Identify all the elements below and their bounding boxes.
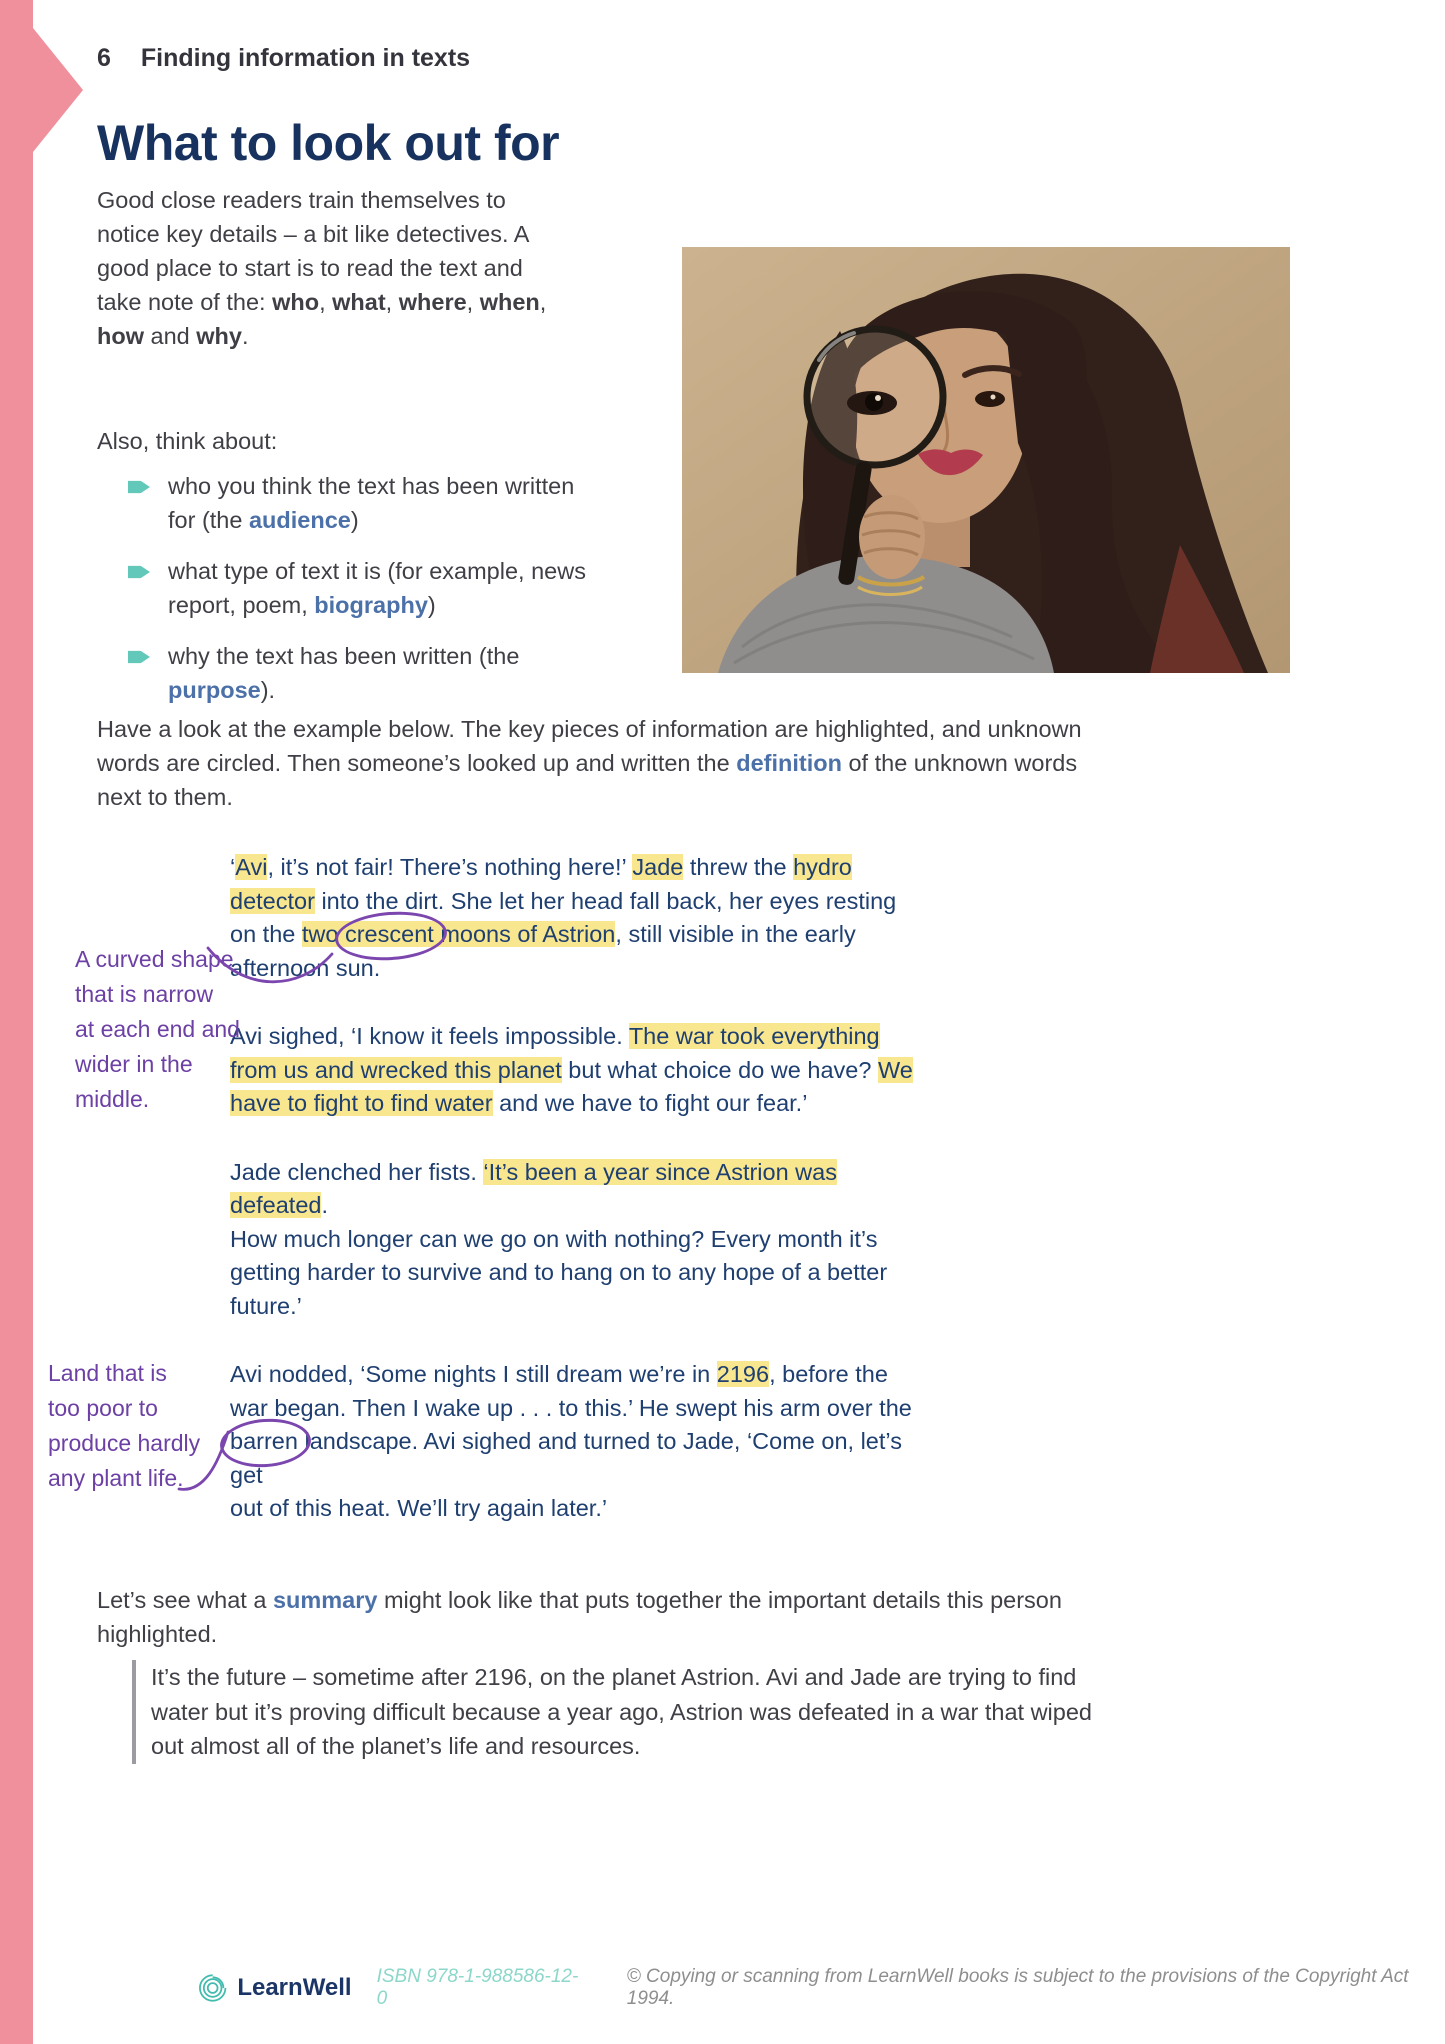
- summary-intro-paragraph: [97, 1583, 1367, 1651]
- text-segment: getting harder to survive and to hang on to any hope of a better: [230, 1259, 888, 1285]
- text-segment: what type of text it is (for example, news: [168, 558, 586, 584]
- text-segment: how: [97, 323, 144, 349]
- text-segment: take note of the:: [97, 289, 273, 315]
- bullet-list: [128, 469, 598, 724]
- text-segment: Land that is: [48, 1360, 167, 1386]
- story-paragraph: [230, 1020, 930, 1121]
- chapter-title: Finding information in texts: [140, 44, 471, 72]
- text-segment: ‘: [230, 854, 236, 880]
- highlighted-text: have to fight to find water: [230, 1090, 493, 1116]
- page-title: What to look out for: [97, 115, 560, 171]
- text-segment: Avi nodded, ‘Some nights I still dream we’re in: [230, 1361, 717, 1387]
- arrow-bullet-icon: [128, 565, 150, 579]
- margin-note-barren: [48, 1356, 228, 1496]
- page-edge-ribbon: [0, 0, 33, 2044]
- example-intro-paragraph: [97, 712, 1367, 814]
- text-segment: on the: [230, 921, 302, 947]
- photo-woman-magnifying-glass: [682, 247, 1290, 673]
- text-segment: How much longer can we go on with nothing? Every month it’s: [230, 1225, 878, 1252]
- intro-paragraph: [97, 183, 657, 353]
- text-segment: war began. Then I wake up . . . to this.’ He swept his arm over the: [230, 1394, 912, 1421]
- text-segment: notice key details – a bit like detectives. A: [97, 221, 530, 247]
- text-segment: Let’s see what a: [97, 1587, 273, 1613]
- story-paragraph: [230, 1358, 930, 1526]
- list-item: [128, 469, 598, 537]
- text-segment: too poor to: [48, 1395, 158, 1421]
- text-segment: why: [196, 323, 242, 349]
- text-segment: ).: [260, 677, 276, 703]
- text-segment: ): [427, 592, 436, 618]
- ribbon-arrow-icon: [33, 28, 83, 152]
- text-segment: at each end and: [75, 1016, 240, 1042]
- text-segment: for (the: [168, 507, 249, 533]
- text-segment: ,: [319, 289, 333, 315]
- page-footer: [196, 1966, 1445, 2010]
- text-segment: who you think the text has been written: [168, 473, 575, 499]
- text-segment: threw the: [683, 854, 794, 880]
- text-segment: and we have to fight our fear.’: [492, 1090, 808, 1116]
- text-segment: might look like that puts together the important details this person: [377, 1587, 1062, 1613]
- text-segment: of the unknown words: [841, 750, 1078, 776]
- text-segment: summary: [272, 1587, 378, 1613]
- highlighted-text: moons of Astrion: [433, 921, 616, 947]
- text-segment: landscape. Avi sighed and turned to Jade, ‘Come on, let’s get: [230, 1428, 902, 1488]
- text-segment: .: [242, 323, 249, 349]
- highlighted-text: Avi: [235, 854, 268, 880]
- text-segment: ,: [466, 289, 480, 315]
- text-segment: why the text has been written (the: [168, 643, 520, 669]
- text-segment: who: [272, 289, 320, 315]
- text-segment: water but it’s proving difficult because a year ago, Astrion was defeated in a war that wiped: [151, 1698, 1092, 1725]
- highlighted-text: detector: [230, 887, 315, 914]
- text-segment: It’s the future – sometime after 2196, on the planet Astrion. Avi and Jade are trying to find: [151, 1664, 1077, 1690]
- margin-note-crescent: [75, 942, 265, 1117]
- text-segment: Good close readers train themselves to: [97, 187, 506, 213]
- chapter-number: 6: [97, 44, 111, 72]
- text-segment: wider in the: [75, 1051, 193, 1077]
- brand-name: LearnWell: [237, 1974, 352, 2001]
- text-segment: and: [144, 323, 197, 349]
- text-segment: ): [350, 507, 359, 533]
- highlighted-text: We: [877, 1056, 913, 1083]
- text-segment: highlighted.: [97, 1621, 218, 1647]
- highlighted-text: The war took everything: [628, 1023, 880, 1049]
- text-segment: any plant life.: [48, 1465, 184, 1491]
- text-segment: Have a look at the example below. The key pieces of information are highlighted, and unknown: [97, 716, 1082, 742]
- text-segment: purpose: [168, 677, 261, 703]
- text-segment: middle.: [75, 1086, 150, 1112]
- list-item: [128, 554, 598, 622]
- text-segment: that is narrow: [75, 981, 214, 1007]
- learnwell-spiral-logo-icon: [196, 1971, 229, 2005]
- text-segment: out of this heat. We’ll try again later.’: [230, 1495, 608, 1521]
- text-segment: , it’s not fair! There’s nothing here!’: [267, 854, 633, 880]
- story-paragraph: [230, 851, 930, 985]
- text-segment: , before the: [769, 1361, 888, 1387]
- text-segment: out almost all of the planet’s life and resources.: [151, 1733, 641, 1759]
- story-paragraph: [230, 1156, 930, 1324]
- copyright-text: © Copying or scanning from LearnWell books is subject to the provisions of the Copyright Act 1994.: [626, 1966, 1409, 2009]
- text-segment: when: [479, 289, 540, 315]
- also-think-label: Also, think about:: [97, 428, 278, 454]
- text-segment: audience: [248, 507, 351, 533]
- list-item: [128, 639, 598, 707]
- text-segment: next to them.: [97, 784, 233, 810]
- text-segment: what: [332, 289, 386, 315]
- text-segment: ,: [385, 289, 399, 315]
- highlighted-text: ‘It’s been a year since Astrion was defeated: [230, 1158, 837, 1218]
- summary-quote-block: [132, 1660, 1371, 1764]
- text-segment: .: [321, 1192, 329, 1218]
- text-segment: report, poem,: [168, 592, 315, 618]
- list-item-text: [168, 558, 586, 618]
- text-segment: into the dirt. She let her head fall back, her eyes resting: [314, 887, 897, 914]
- highlighted-text: two: [301, 921, 345, 947]
- text-segment: definition: [736, 750, 842, 776]
- text-segment: words are circled. Then someone’s looked up and written the: [97, 750, 737, 776]
- highlighted-text: hydro: [793, 854, 852, 880]
- highlighted-text: 2196: [716, 1361, 770, 1387]
- text-segment: but what choice do we have?: [561, 1056, 878, 1083]
- text-segment: , still visible in the early: [615, 921, 856, 947]
- isbn-text: ISBN 978-1-988586-12-0: [376, 1966, 579, 2009]
- highlighted-text: from us and wrecked this planet: [230, 1056, 562, 1083]
- chapter-header: [97, 44, 470, 73]
- highlighted-text: Jade: [632, 854, 684, 880]
- text-segment: biography: [314, 592, 428, 618]
- text-segment: produce hardly: [48, 1430, 201, 1456]
- list-item-text: [168, 473, 574, 533]
- example-story: [230, 851, 930, 1561]
- arrow-bullet-icon: [128, 650, 150, 664]
- text-segment: A curved shape: [75, 946, 234, 972]
- text-segment: good place to start is to read the text and: [97, 255, 523, 281]
- text-segment: where: [398, 289, 467, 315]
- circled-word: crescent: [344, 921, 434, 947]
- text-segment: Jade clenched her fists.: [230, 1158, 484, 1185]
- text-segment: Avi sighed, ‘I know it feels impossible.: [230, 1023, 629, 1049]
- text-segment: ,: [539, 289, 547, 315]
- text-segment: future.’: [230, 1292, 302, 1319]
- circled-word: barren: [230, 1428, 298, 1454]
- text-segment: afternoon sun.: [230, 954, 381, 981]
- arrow-bullet-icon: [128, 480, 150, 494]
- list-item-text: [168, 643, 519, 703]
